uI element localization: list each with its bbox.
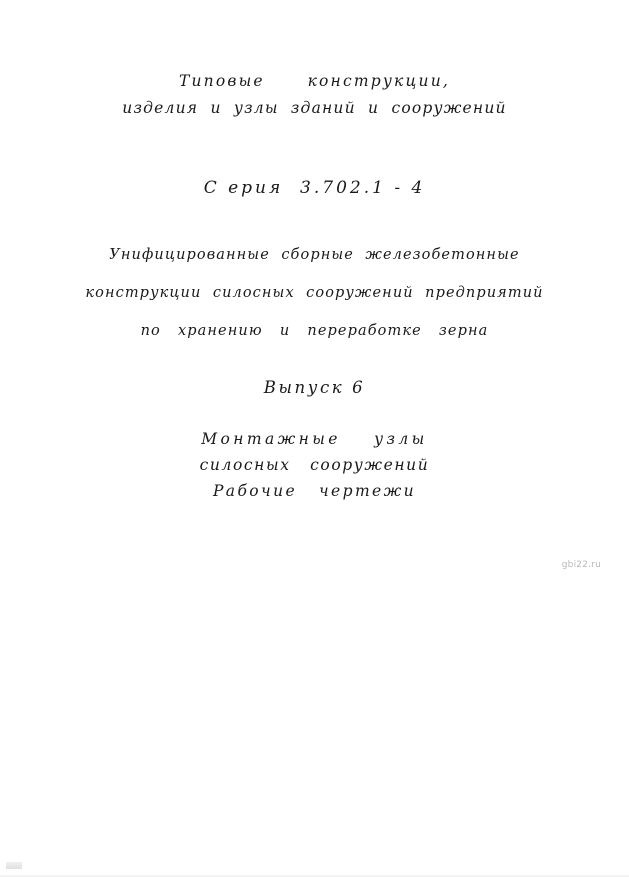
subtitle-line-1: Монтажные узлы xyxy=(201,430,428,448)
document-issue xyxy=(0,376,629,400)
series-line-1: С ерия 3.702.1 - 4 xyxy=(203,178,426,198)
description-line-1: Унифицированные сборные железобетонные xyxy=(109,247,520,263)
subtitle-line-2: силосных сооружений xyxy=(199,456,430,474)
heading-line-2: изделия и узлы зданий и сооружений xyxy=(122,99,507,117)
description-line-2: конструкции силосных сооружений предприятий xyxy=(85,285,544,301)
document-subtitle xyxy=(0,426,629,504)
scan-corner-artifact xyxy=(6,862,22,869)
watermark-label: gbi22.ru xyxy=(561,560,601,570)
document-heading xyxy=(0,68,629,122)
heading-line-1: Типовые конструкции, xyxy=(178,72,451,90)
description-line-3: по хранению и переработке зерна xyxy=(140,323,489,339)
issue-line-1: Выпуск 6 xyxy=(263,378,366,397)
document-series xyxy=(0,176,629,200)
subtitle-line-3: Рабочие чертежи xyxy=(212,482,417,500)
document-description xyxy=(0,236,629,350)
